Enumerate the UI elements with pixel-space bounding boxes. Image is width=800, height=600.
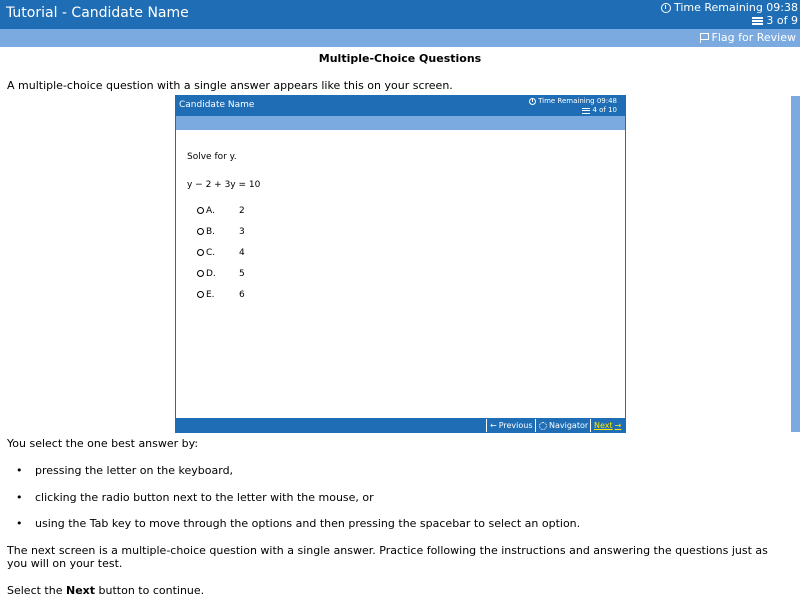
option-letter: D. bbox=[206, 269, 216, 279]
radio-icon bbox=[197, 291, 204, 298]
arrow-left-icon: ← bbox=[490, 421, 497, 430]
time-remaining: Time Remaining 09:38 bbox=[673, 1, 798, 14]
option-value: 6 bbox=[239, 290, 245, 300]
sample-progress: 4 of 10 bbox=[592, 106, 617, 114]
navigator-icon bbox=[582, 108, 590, 114]
option-a bbox=[197, 206, 245, 227]
navigator-icon bbox=[539, 422, 547, 430]
next-screen-text: The next screen is a multiple-choice question with a single answer. Practice following the instructions and answering the questions just as you will on your test. bbox=[7, 544, 768, 570]
arrow-right-icon: → bbox=[614, 421, 622, 430]
toolbar bbox=[0, 29, 800, 47]
sample-options bbox=[197, 206, 245, 311]
navigator-icon bbox=[752, 17, 763, 25]
sample-title: Candidate Name bbox=[179, 100, 255, 110]
radio-icon bbox=[197, 249, 204, 256]
sample-question: Solve for y. bbox=[187, 152, 237, 162]
sample-next-button bbox=[590, 419, 624, 432]
app-title: Tutorial - Candidate Name bbox=[6, 5, 189, 21]
sample-toolbar bbox=[176, 116, 625, 130]
flag-for-review-button[interactable] bbox=[700, 31, 796, 44]
option-e bbox=[197, 290, 245, 311]
continue-next-word: Next bbox=[65, 584, 96, 597]
option-value: 4 bbox=[239, 248, 245, 258]
sample-navigator-button bbox=[535, 419, 591, 432]
sample-previous-button bbox=[486, 419, 536, 432]
sample-equation: y − 2 + 3y = 10 bbox=[187, 180, 261, 190]
select-intro: You select the one best answer by: bbox=[7, 437, 199, 450]
intro-text: A multiple-choice question with a single answer appears like this on your screen. bbox=[7, 79, 453, 92]
clock-icon bbox=[529, 98, 536, 105]
option-value: 3 bbox=[239, 227, 245, 237]
flag-label: Flag for Review bbox=[711, 31, 796, 44]
vertical-scrollbar[interactable] bbox=[791, 96, 800, 432]
radio-icon bbox=[197, 228, 204, 235]
sample-bottom-bar bbox=[176, 418, 625, 433]
radio-icon bbox=[197, 207, 204, 214]
option-letter: B. bbox=[206, 227, 216, 237]
title-bar bbox=[0, 0, 800, 29]
continue-suffix: button to continue. bbox=[95, 584, 205, 597]
sample-time-remaining: Time Remaining 09:48 bbox=[538, 97, 617, 105]
flag-icon bbox=[700, 33, 709, 43]
option-value: 2 bbox=[239, 206, 245, 216]
timer-area bbox=[661, 1, 798, 27]
option-letter: A. bbox=[206, 206, 215, 216]
clock-icon bbox=[661, 3, 671, 13]
previous-label: Previous bbox=[498, 421, 533, 430]
option-d bbox=[197, 269, 245, 290]
continue-prefix: Select the bbox=[7, 584, 66, 597]
sample-title-bar bbox=[176, 96, 625, 116]
bullet-text: clicking the radio button next to the letter with the mouse, or bbox=[35, 491, 374, 504]
radio-icon bbox=[197, 270, 204, 277]
sample-screen bbox=[175, 95, 626, 433]
page-title: Multiple-Choice Questions bbox=[318, 52, 482, 65]
sample-timer bbox=[529, 97, 617, 115]
bullet-text: pressing the letter on the keyboard, bbox=[35, 464, 234, 477]
option-b bbox=[197, 227, 245, 248]
option-c bbox=[197, 248, 245, 269]
continue-text bbox=[7, 584, 204, 597]
bullet-text: using the Tab key to move through the options and then pressing the spacebar to select an option. bbox=[35, 517, 581, 530]
option-letter: E. bbox=[206, 290, 215, 300]
question-progress: 3 of 9 bbox=[766, 14, 798, 27]
next-label: Next bbox=[594, 421, 613, 430]
option-letter: C. bbox=[206, 248, 216, 258]
option-value: 5 bbox=[239, 269, 245, 279]
navigator-label: Navigator bbox=[549, 421, 589, 430]
